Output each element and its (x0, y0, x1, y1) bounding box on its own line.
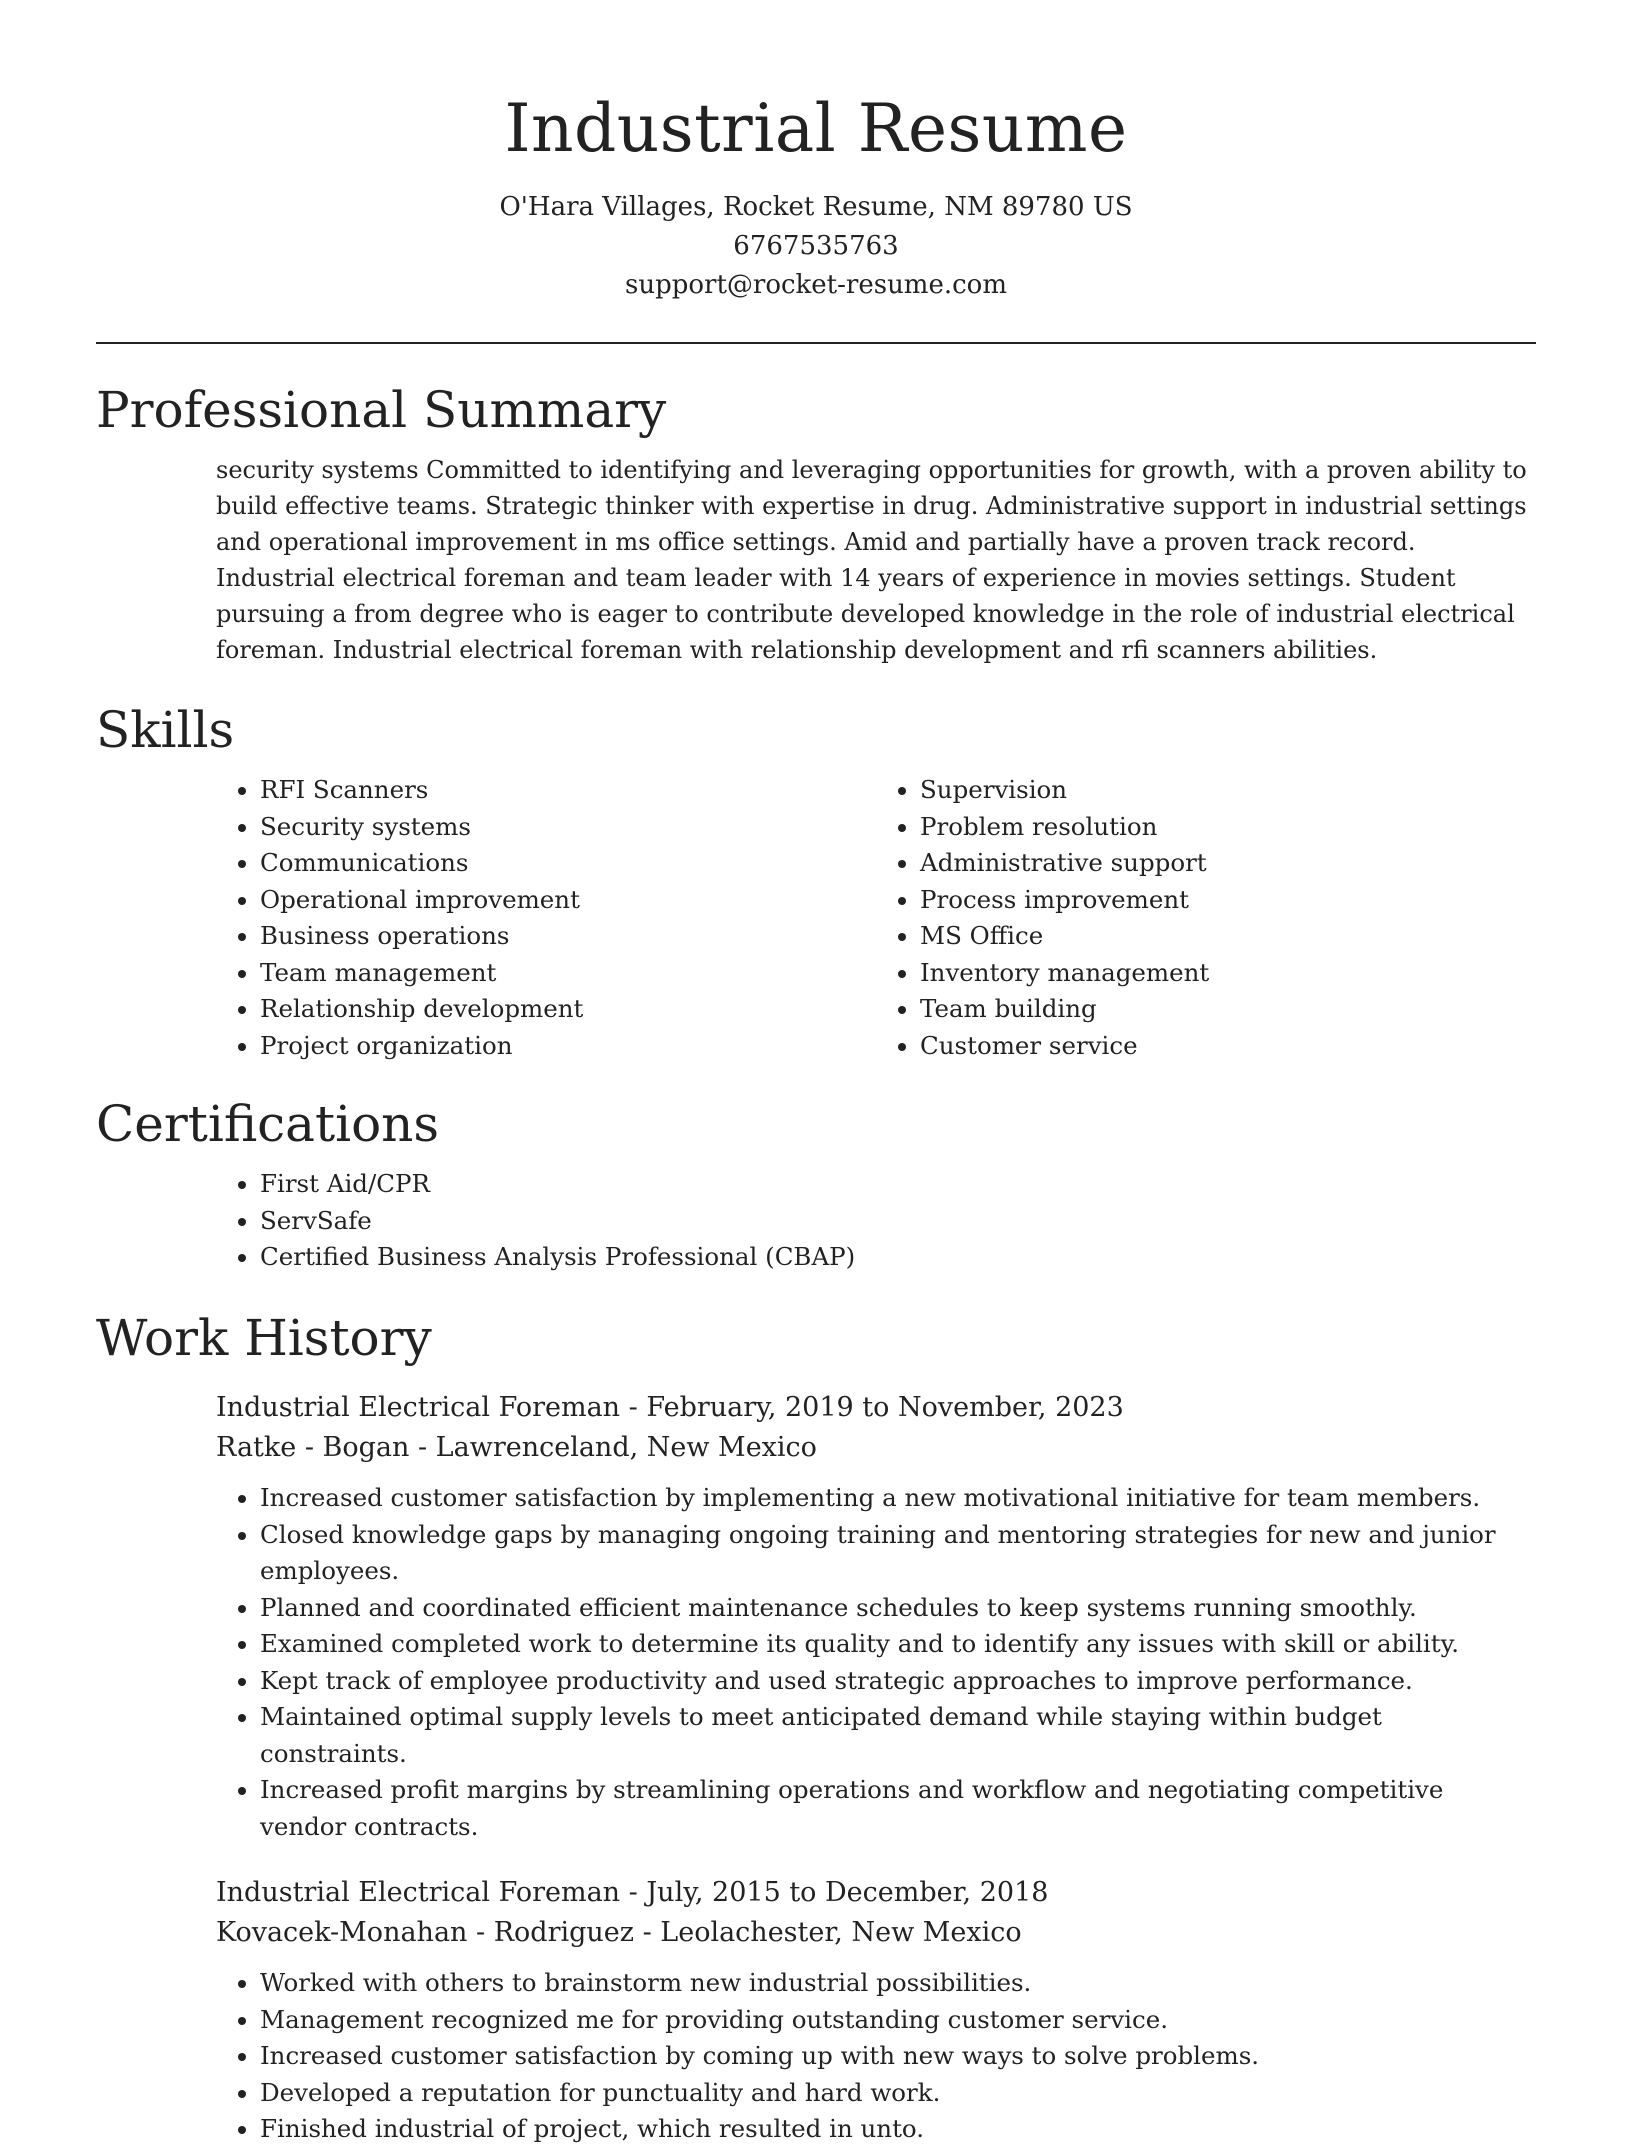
job-entry (216, 1388, 1536, 1845)
work-history-title: Work History (96, 1309, 432, 1367)
summary-title: Professional Summary (96, 381, 667, 439)
job-location: - Leolachester, New Mexico (634, 1917, 1022, 1948)
job-bullet: • Planned and coordinated efficient maintenance schedules to keep systems running smoothly. (260, 1590, 1536, 1627)
contact-address: O'Hara Villages, Rocket Resume, NM 89780 US (499, 192, 1133, 222)
skill-item: • Problem resolution (920, 809, 1536, 846)
job-bullet: • Management recognized me for providing outstanding customer service. (260, 2002, 1536, 2039)
skills-list-left (216, 772, 876, 1064)
certification-item: • First Aid/CPR (260, 1166, 1536, 1203)
job-bullet: • Developed a reputation for punctuality and hard work. (260, 2075, 1536, 2112)
skill-item: • Team building (920, 991, 1536, 1028)
job-dates: - July, 2015 to December, 2018 (620, 1877, 1049, 1908)
job-company: Ratke - Bogan (216, 1432, 410, 1463)
job-title: Industrial Electrical Foreman (216, 1877, 621, 1908)
job-company: Kovacek-Monahan - Rodriguez (216, 1917, 634, 1948)
header-divider (96, 342, 1536, 344)
skill-item: • Team management (260, 955, 876, 992)
job-entry (216, 1873, 1536, 2148)
job-bullet: • Maintained optimal supply levels to meet anticipated demand while staying within budget constraints. (260, 1699, 1536, 1772)
resume-name: Industrial Resume (504, 90, 1128, 167)
job-bullets (216, 1965, 1536, 2148)
job-company-line (216, 1428, 1536, 1468)
skill-item: • MS Office (920, 918, 1536, 955)
job-bullet: • Worked with others to brainstorm new industrial possibilities. (260, 1965, 1536, 2002)
summary-section (96, 378, 1536, 668)
job-location: - Lawrenceland, New Mexico (409, 1432, 817, 1463)
resume-header (0, 0, 1632, 305)
job-bullet: • Closed knowledge gaps by managing ongoing training and mentoring strategies for new and junior employees. (260, 1517, 1536, 1590)
job-bullet: • Finished industrial of project, which resulted in unto. (260, 2111, 1536, 2148)
work-history-section (96, 1306, 1536, 2148)
contact-phone: 6767535763 (733, 231, 899, 261)
job-title: Industrial Electrical Foreman (216, 1392, 621, 1423)
skill-item: • Supervision (920, 772, 1536, 809)
skill-item: • Operational improvement (260, 882, 876, 919)
job-bullet: • Increased profit margins by streamlining operations and workflow and negotiating competitive vendor contracts. (260, 1772, 1536, 1845)
skill-item: • Relationship development (260, 991, 876, 1028)
skill-item: • Administrative support (920, 845, 1536, 882)
contact-block (0, 188, 1632, 305)
skills-columns (216, 762, 1536, 1064)
contact-email: support@rocket-resume.com (624, 270, 1007, 300)
skill-item: • RFI Scanners (260, 772, 876, 809)
skills-title: Skills (96, 701, 235, 759)
skill-item: • Communications (260, 845, 876, 882)
certifications-list (216, 1166, 1536, 1276)
skills-list-right (876, 772, 1536, 1064)
job-bullet: • Kept track of employee productivity and used strategic approaches to improve performance. (260, 1663, 1536, 1700)
skills-section (96, 698, 1536, 1064)
job-bullet: • Increased customer satisfaction by coming up with new ways to solve problems. (260, 2038, 1536, 2075)
certifications-section (96, 1092, 1536, 1276)
job-dates: - February, 2019 to November, 2023 (620, 1392, 1124, 1423)
skill-item: • Business operations (260, 918, 876, 955)
skill-item: • Inventory management (920, 955, 1536, 992)
skill-item: • Project organization (260, 1028, 876, 1065)
summary-text: security systems Committed to identifying and leveraging opportunities for growth, with a proven ability to build effective teams. Strategic thinker with expertise in drug. Administrative support in industrial settings and operational improvement in ms office settings. Amid and partially have a proven track record. Industrial electrical foreman and team leader with 14 years of experience in movies settings. Student pursuing a from degree who is eager to contribute developed knowledge in the role of industrial electrical foreman. Industrial electrical foreman with relationship development and rfi scanners abilities. (216, 456, 1527, 664)
job-bullets (216, 1480, 1536, 1845)
skill-item: • Customer service (920, 1028, 1536, 1065)
skill-item: • Security systems (260, 809, 876, 846)
job-title-line (216, 1388, 1536, 1428)
certifications-title: Certifications (96, 1095, 440, 1153)
job-company-line (216, 1913, 1536, 1953)
job-bullet: • Examined completed work to determine its quality and to identify any issues with skill or ability. (260, 1626, 1536, 1663)
certification-item: • ServSafe (260, 1203, 1536, 1240)
job-bullet: • Increased customer satisfaction by implementing a new motivational initiative for team members. (260, 1480, 1536, 1517)
skill-item: • Process improvement (920, 882, 1536, 919)
certification-item: • Certified Business Analysis Professional (CBAP) (260, 1239, 1536, 1276)
job-title-line (216, 1873, 1536, 1913)
